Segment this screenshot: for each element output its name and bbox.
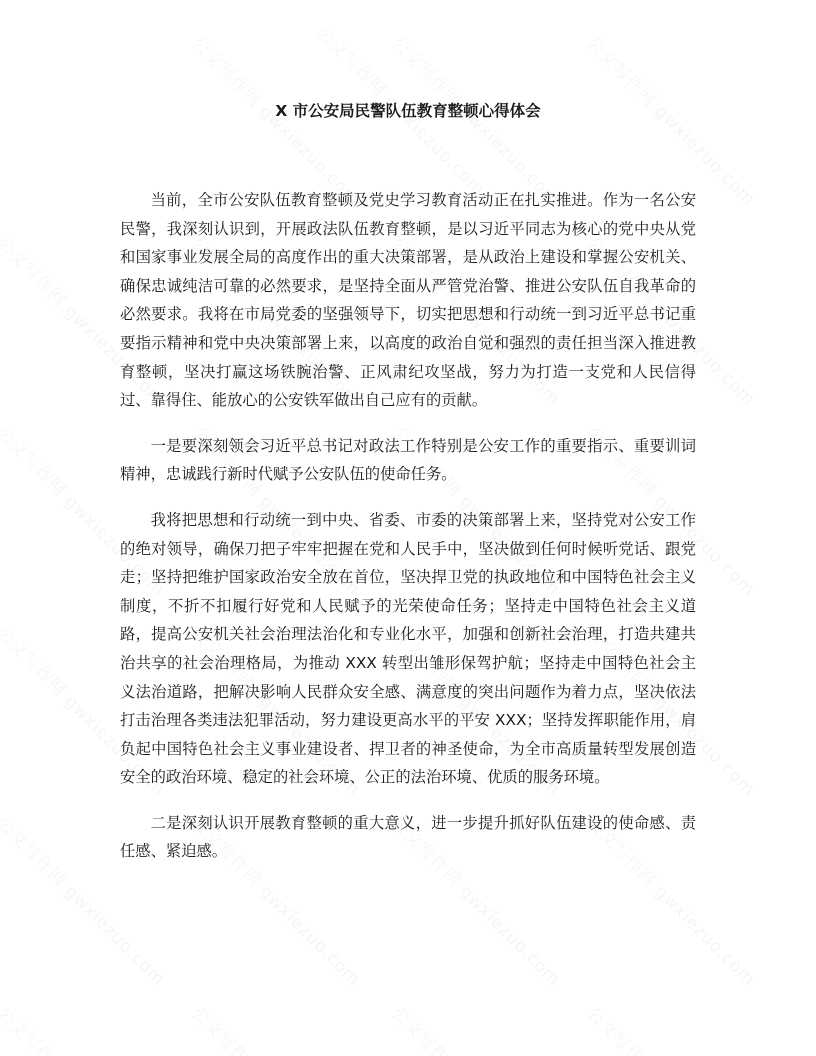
paragraph-point-two: 二是深刻认识开展教育整顿的重大意义，进一步提升抓好队伍建设的使命感、责任感、紧迫感。: [120, 813, 696, 861]
paragraph-point-one: 一是要深刻领会习近平总书记对政法工作特别是公安工作的重要指示、重要训词精神，忠诚践行新时代赋予公安队伍的使命任务。: [120, 436, 696, 484]
document-body: [120, 186, 696, 883]
paragraph-point-one-detail: 我将把思想和行动统一到中央、省委、市委的决策部署上来，坚持党对公安工作的绝对领导，确保刀把子牢牢把握在党和人民手中，坚决做到任何时候听党话、跟党走；坚持把维护国家政治安全放在首位，坚决捍卫党的执政地位和中国特色社会主义制度，不折不扣履行好党和人民赋予的光荣使命任务；坚持走中国特色社会主义道路，提高公安机关社会治理法治化和专业化水平，加强和创新社会治理，打造共建共治共享的社会治理格局，为推动 XXX 转型出雏形保驾护航；坚持走中国特色社会主义法治道路，把解决影响人民群众安全感、满意度的突出问题作为着力点，坚决依法打击治理各类违法犯罪活动，努力建设更高水平的平安 XXX；坚持发挥职能作用，肩负起中国特色社会主义事业建设者、捍卫者的神圣使命，为全市高质量转型发展创造安全的政治环境、稳定的社会环境、公正的法治环境、优质的服务环境。: [120, 510, 696, 787]
paragraph-intro: 当前，全市公安队伍教育整顿及党史学习教育活动正在扎实推进。作为一名公安民警，我深刻认识到，开展政法队伍教育整顿，是以习近平同志为核心的党中央从党和国家事业发展全局的高度作出的重大决策部署，是从政治上建设和掌握公安机关、确保忠诚纯洁可靠的必然要求，是坚持全面从严管党治警、推进公安队伍自我革命的必然要求。我将在市局党委的坚强领导下，切实把思想和行动统一到习近平总书记重要指示精神和党中央决策部署上来，以高度的政治自觉和强烈的责任担当深入推进教育整顿，坚决打赢这场铁腕治警、正风肃纪攻坚战，努力为打造一支党和人民信得过、靠得住、能放心的公安铁军做出自己应有的贡献。: [120, 191, 696, 410]
document-title: X 市公安局民警队伍教育整顿心得体会: [275, 102, 541, 120]
